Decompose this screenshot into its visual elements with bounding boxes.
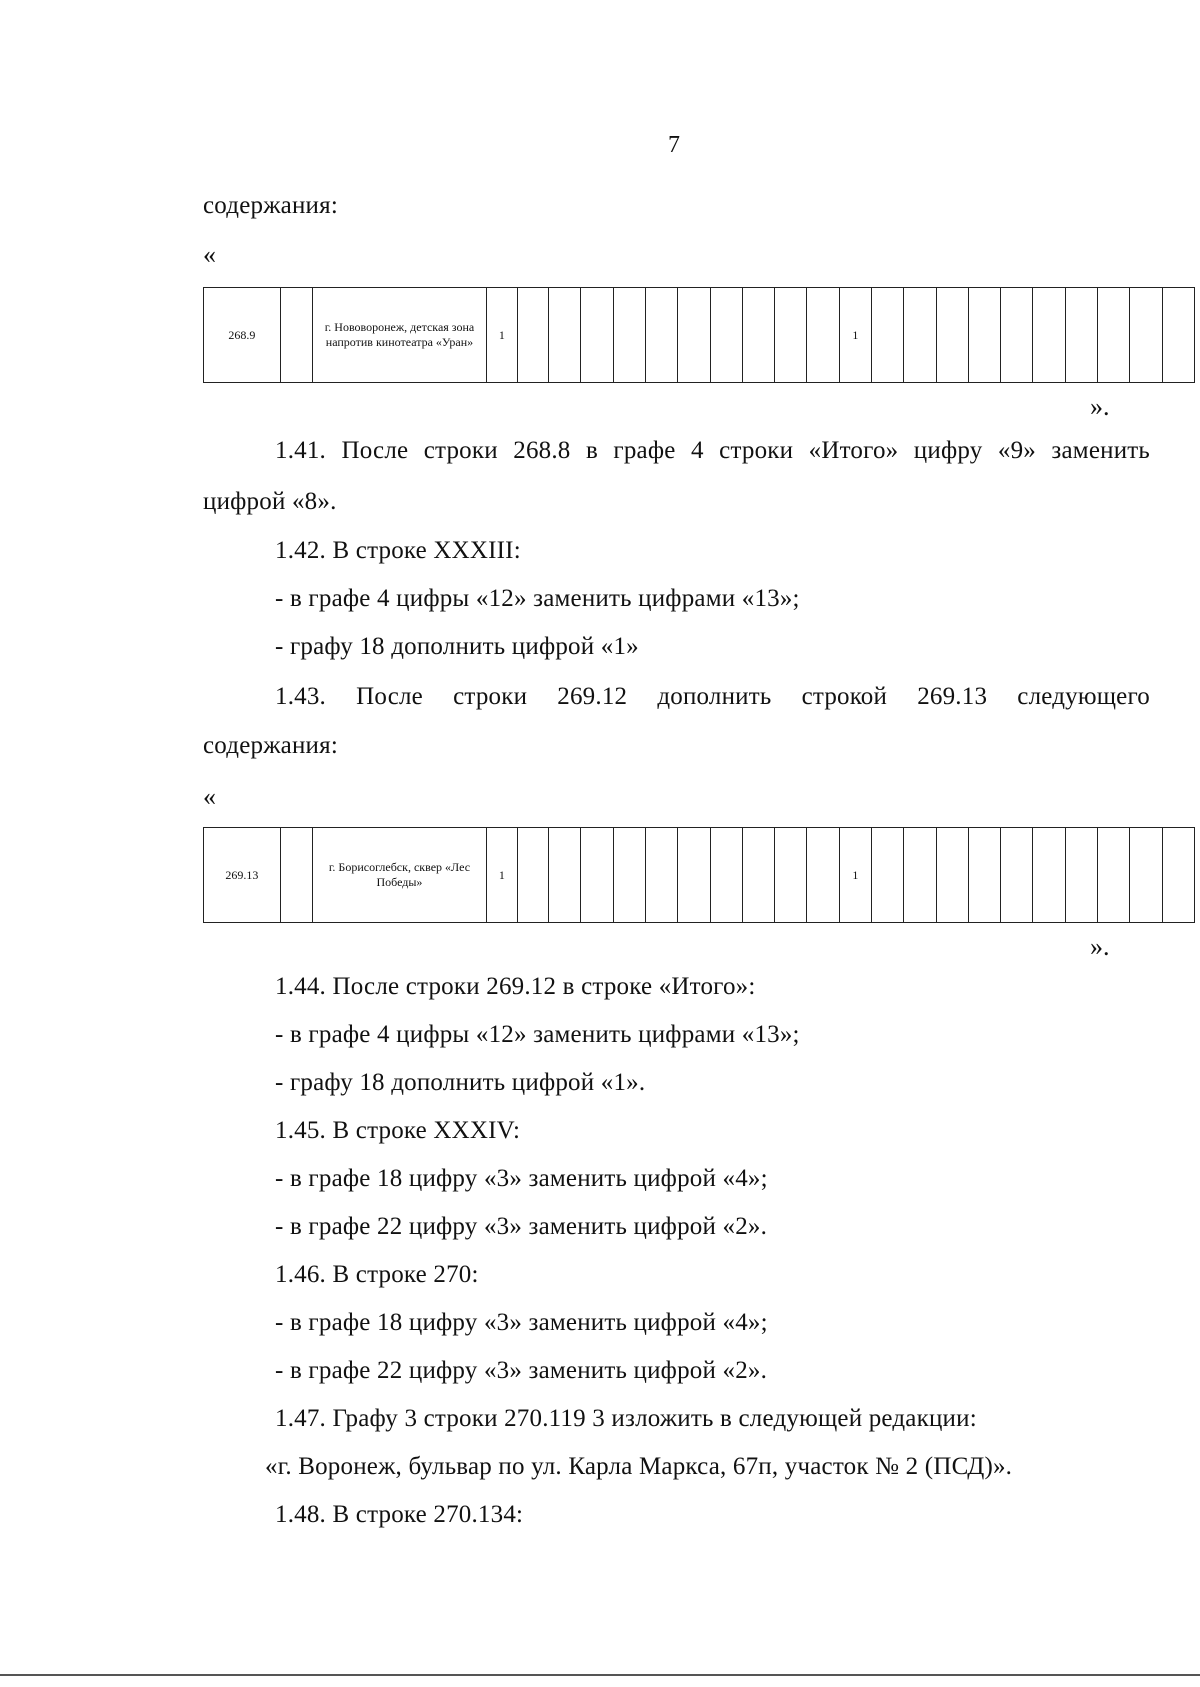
open-quote-1: «	[203, 240, 216, 269]
p141-line2: цифрой «8».	[203, 488, 337, 515]
p143-line2: содержания:	[203, 732, 338, 759]
p145-b: - в графе 22 цифру «3» заменить цифрой «2».	[275, 1213, 768, 1240]
cell-empty	[280, 288, 312, 383]
p142-b: - графу 18 дополнить цифрой «1»	[275, 633, 639, 660]
p146-b: - в графе 22 цифру «3» заменить цифрой «2».	[275, 1357, 768, 1384]
p142: 1.42. В строке XXXIII:	[275, 537, 521, 564]
p142-a: - в графе 4 цифры «12» заменить цифрами «13»;	[275, 585, 800, 612]
p147: 1.47. Графу 3 строки 270.119 3 изложить в следующей редакции:	[275, 1405, 977, 1432]
table-row-269-13	[203, 827, 1195, 923]
p144-a: - в графе 4 цифры «12» заменить цифрами «13»;	[275, 1021, 800, 1048]
close-quote-2: ».	[1090, 932, 1110, 961]
cell-empty	[280, 828, 312, 923]
p146: 1.46. В строке 270:	[275, 1261, 479, 1288]
table-row-268-9	[203, 287, 1195, 383]
p144: 1.44. После строки 269.12 в строке «Итого»:	[275, 973, 756, 1000]
cell-row-number: 269.13	[204, 828, 281, 923]
cell-col18: 1	[839, 288, 871, 383]
cell-col18: 1	[839, 828, 871, 923]
cell-location: г. Борисоглебск, сквер «Лес Победы»	[313, 828, 487, 923]
p143-line1: 1.43. После строки 269.12 дополнить строкой 269.13 следующего	[275, 683, 1150, 710]
p145-a: - в графе 18 цифру «3» заменить цифрой «4»;	[275, 1165, 768, 1192]
close-quote-1: ».	[1090, 392, 1110, 421]
intro-tail: содержания:	[203, 192, 338, 219]
cell-col4: 1	[486, 288, 517, 383]
cell-col4: 1	[486, 828, 517, 923]
p147-a: «г. Воронеж, бульвар по ул. Карла Маркса, 67п, участок № 2 (ПСД)».	[265, 1453, 1013, 1480]
cell-location: г. Нововоронеж, детская зона напротив кинотеатра «Уран»	[313, 288, 487, 383]
page-number: 7	[668, 132, 680, 158]
p148: 1.48. В строке 270.134:	[275, 1501, 524, 1528]
p144-b: - графу 18 дополнить цифрой «1».	[275, 1069, 646, 1096]
p145: 1.45. В строке XXXIV:	[275, 1117, 521, 1144]
cell-row-number: 268.9	[204, 288, 281, 383]
bottom-scan-edge	[0, 1674, 1200, 1676]
open-quote-2: «	[203, 782, 216, 811]
p141-line1: 1.41. После строки 268.8 в графе 4 строки «Итого» цифру «9» заменить	[275, 437, 1150, 464]
p146-a: - в графе 18 цифру «3» заменить цифрой «4»;	[275, 1309, 768, 1336]
